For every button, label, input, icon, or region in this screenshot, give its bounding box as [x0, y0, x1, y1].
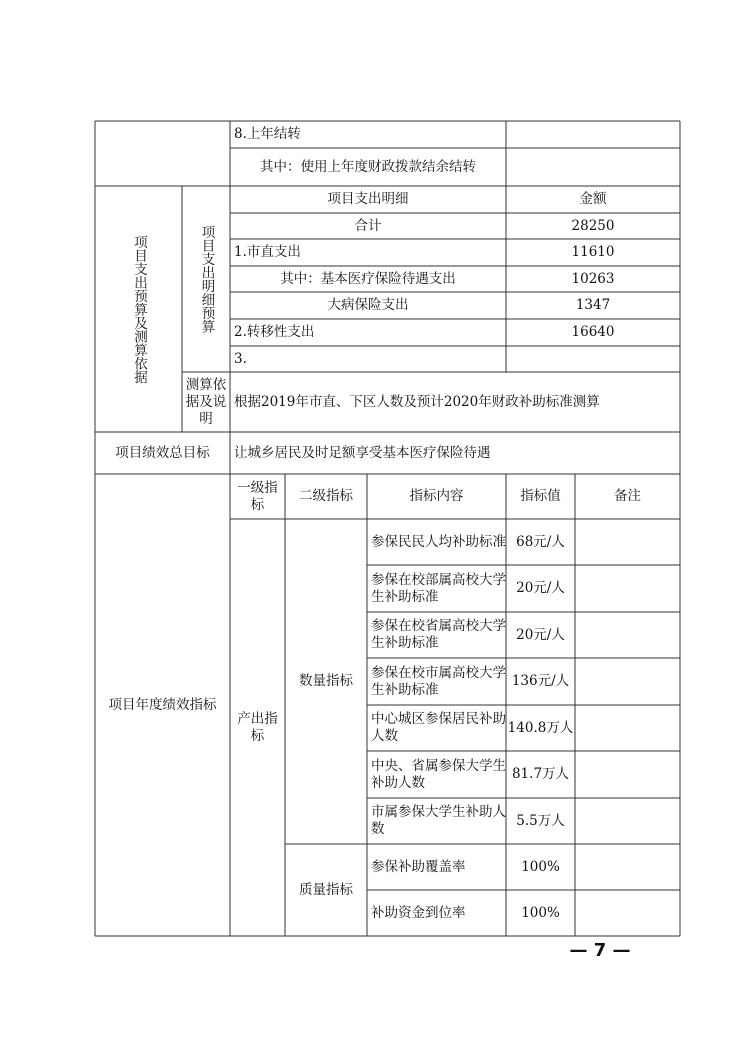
indicator-content: 补助资金到位率	[371, 904, 466, 921]
expense-amount-critical-illness: 1347	[575, 297, 611, 313]
col-item-header: 项目支出明细	[327, 191, 409, 207]
expense-item-3: 3.	[234, 350, 247, 367]
indicator-content: 参保在校市属高校大学生补助标准	[371, 664, 506, 698]
page-number: — 7 —	[569, 939, 631, 961]
header-remark: 备注	[614, 488, 641, 504]
carryover-sub-label: 其中：使用上年度财政拨款结余结转	[260, 158, 476, 175]
indicator-value: 81.7万人	[511, 766, 570, 782]
expenditure-section-label: 项目支出预算及测算依据	[131, 234, 147, 384]
overall-goal-text: 让城乡居民及时足额享受基本医疗保险待遇	[234, 444, 491, 461]
indicator-value: 100%	[521, 858, 560, 875]
col-amount-header: 金额	[579, 191, 607, 207]
indicator-value: 20元/人	[516, 580, 565, 596]
overall-goal-label: 项目绩效总目标	[115, 444, 210, 461]
indicator-value: 136元/人	[511, 673, 570, 689]
header-level1: 一级指标	[237, 479, 278, 513]
level1-output-indicator: 产出指标	[237, 710, 278, 744]
indicator-content: 参保民民人均补助标准	[371, 533, 506, 550]
expense-amount-city: 11610	[571, 244, 615, 260]
indicator-value: 100%	[521, 904, 560, 921]
indicator-content: 参保在校省属高校大学生补助标准	[371, 618, 506, 651]
basis-text: 根据2019年市直、下区人数及预计2020年财政补助标准测算	[234, 393, 600, 410]
basis-label: 测算依据及说明	[185, 376, 227, 427]
expense-amount-basic-medical: 10263	[571, 270, 615, 287]
expense-amount-total: 28250	[571, 217, 615, 234]
expenditure-detail-label: 项目支出明细预算	[198, 225, 215, 333]
header-level2: 二级指标	[299, 488, 353, 504]
indicator-content: 市属参保大学生补助人数	[371, 804, 506, 837]
indicator-content: 参保在校部属高校大学生补助标准	[371, 571, 506, 605]
expense-amount-3	[506, 346, 680, 372]
expense-item-critical-illness: 大病保险支出	[327, 297, 409, 313]
header-value: 指标值	[520, 488, 561, 504]
indicator-value: 140.8万人	[507, 719, 574, 736]
level2-quantity-indicator: 数量指标	[299, 673, 353, 689]
indicator-value: 20元/人	[516, 626, 565, 643]
expense-item-city: 1.市直支出	[234, 244, 301, 260]
indicator-content: 中央、省属参保大学生补助人数	[371, 757, 506, 791]
level2-quality-indicator: 质量指标	[299, 881, 353, 898]
expense-item-transfer: 2.转移性支出	[234, 324, 315, 340]
carryover-label: 8.上年结转	[234, 126, 301, 142]
indicator-value: 68元/人	[516, 533, 565, 550]
annual-indicators-label: 项目年度绩效指标	[108, 696, 217, 713]
header-content: 指标内容	[409, 488, 464, 504]
indicator-content: 参保补助覆盖率	[371, 858, 466, 875]
expense-item-total: 合计	[354, 217, 382, 234]
expense-amount-transfer: 16640	[571, 324, 615, 340]
indicator-content: 中心城区参保居民补助人数	[371, 711, 506, 744]
indicator-value: 5.5万人	[516, 812, 565, 829]
expense-item-basic-medical: 其中：基本医疗保险待遇支出	[280, 270, 456, 287]
